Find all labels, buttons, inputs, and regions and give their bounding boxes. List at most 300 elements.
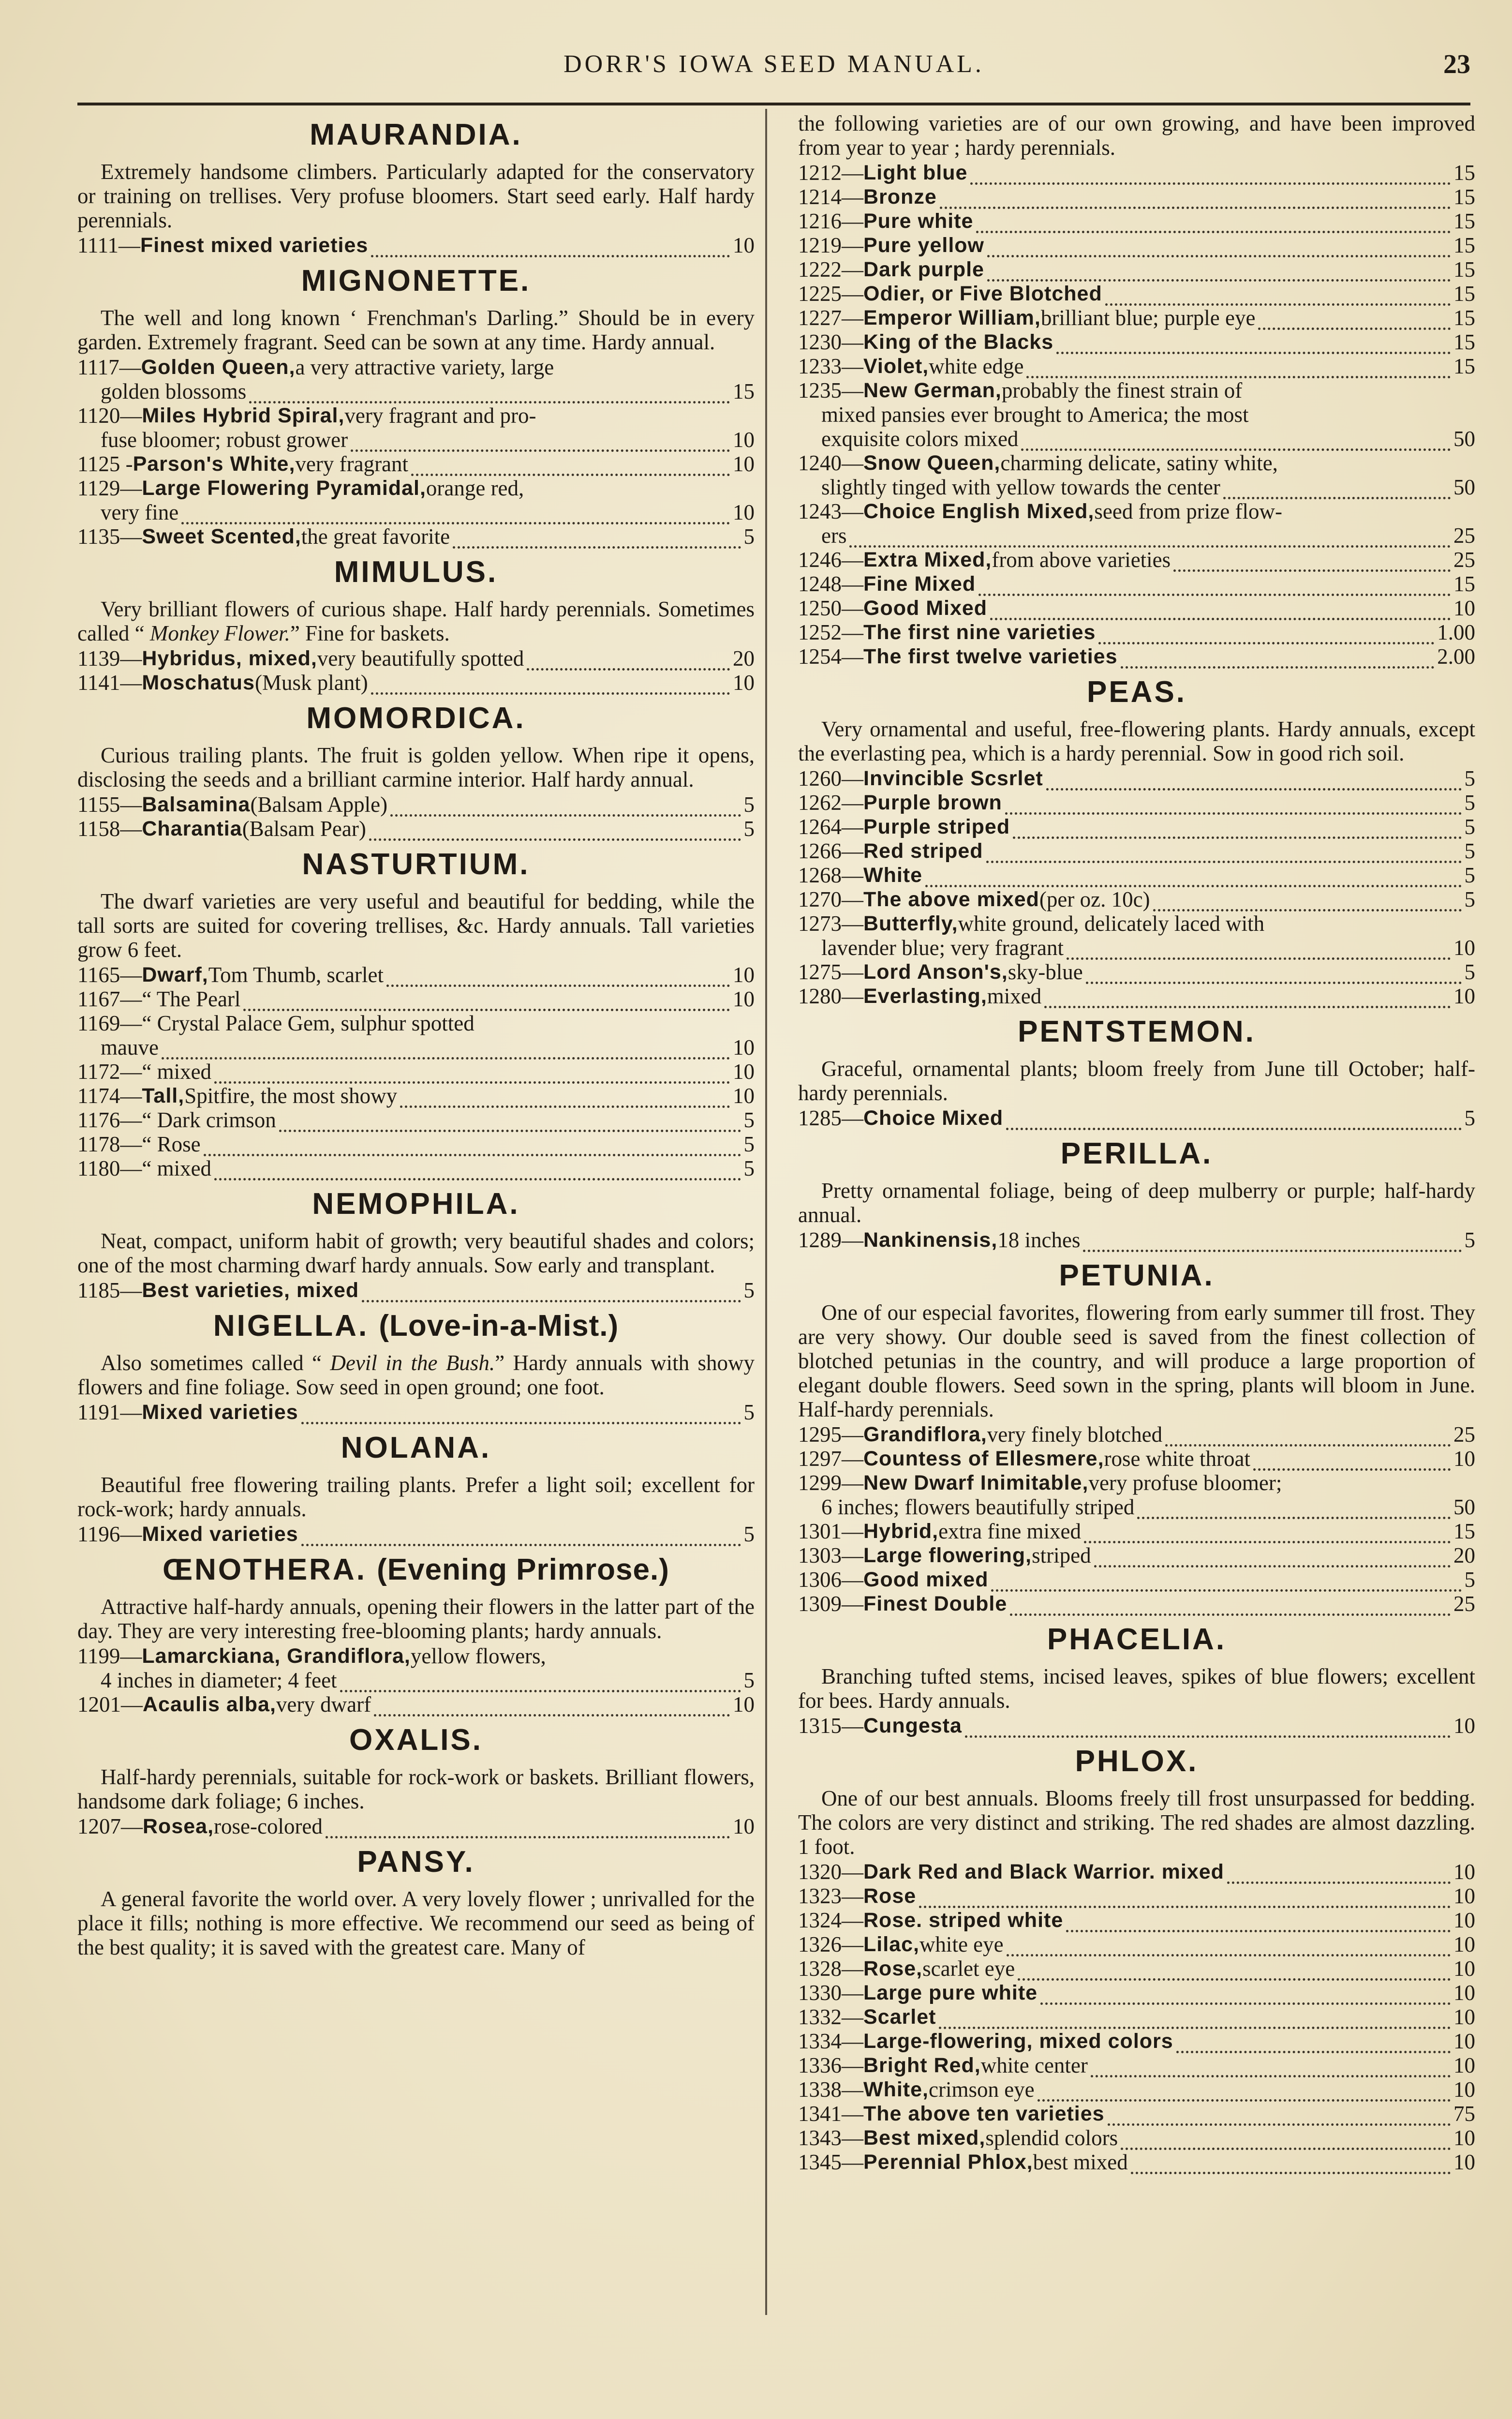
item-description: white edge (929, 354, 1024, 378)
catalog-section (77, 1719, 755, 1838)
item-number: 1191— (77, 1400, 142, 1424)
catalog-section (798, 672, 1475, 1008)
leader-dots (369, 822, 741, 841)
leader-dots (1223, 480, 1451, 499)
leader-dots (849, 529, 1451, 548)
catalog-item (798, 330, 1475, 354)
leader-dots (249, 385, 730, 403)
section-title-text: MIGNONETTE. (301, 264, 531, 298)
section-title (77, 1305, 755, 1347)
catalog-section (798, 1619, 1475, 1738)
item-price: 5 (743, 817, 755, 841)
catalog-item (77, 1400, 755, 1424)
item-price: 10 (733, 1060, 755, 1084)
item-name: Miles Hybrid Spiral, (142, 404, 345, 427)
item-name: New Dwarf Inimitable, (863, 1471, 1089, 1494)
catalog-section (77, 698, 755, 841)
catalog-item (798, 984, 1475, 1008)
item-number: 1285— (798, 1106, 863, 1130)
section-title (798, 1255, 1475, 1297)
item-name: Extra Mixed, (863, 548, 992, 571)
item-price: 50 (1453, 427, 1475, 451)
leader-dots (1137, 1500, 1451, 1519)
item-name: Choice English Mixed, (863, 500, 1095, 523)
catalog-item (77, 1644, 755, 1668)
leader-dots (1083, 1233, 1461, 1252)
leader-dots (162, 1041, 730, 1060)
item-number: 1254— (798, 644, 863, 669)
item-name: Cungesta (863, 1714, 962, 1737)
item-description: (per oz. 10c) (1039, 887, 1150, 911)
item-number: 1214— (798, 185, 863, 209)
catalog-item (798, 1932, 1475, 1956)
catalog-item (798, 233, 1475, 257)
leader-dots (1013, 820, 1461, 839)
leader-dots (925, 868, 1461, 887)
right-column (798, 111, 1475, 2174)
item-number: 1225— (798, 282, 863, 306)
continuation-text: mixed pansies ever brought to America; the most (821, 403, 1249, 427)
catalog-item (798, 2053, 1475, 2077)
item-name: Butterfly, (863, 912, 958, 935)
item-name: Large pure white (863, 1981, 1038, 2004)
item-name: Tall, (142, 1084, 185, 1107)
item-name: Bronze (863, 185, 937, 209)
item-price: 10 (1453, 984, 1475, 1008)
item-description: scarlet eye (922, 1956, 1015, 1981)
item-number: 1280— (798, 984, 863, 1008)
item-number: 1330— (798, 1981, 863, 2005)
item-price: 5 (743, 792, 755, 817)
item-price: 10 (1453, 2126, 1475, 2150)
leader-dots (1091, 2059, 1451, 2077)
continuation-text: mauve (101, 1035, 159, 1060)
leader-dots (987, 263, 1451, 282)
item-name: Countess of Ellesmere, (863, 1447, 1104, 1470)
item-price: 10 (1453, 2053, 1475, 2077)
item-number: 1230— (798, 330, 863, 354)
item-description: charming delicate, satiny white, (1000, 451, 1278, 475)
catalog-section (77, 1183, 755, 1302)
leader-dots (527, 652, 730, 671)
section-description: Very ornamental and useful, free-flowering plants. Hardy annuals, except the everlasting pea, which is a hardy perennial. Sow in good rich soil. (798, 717, 1475, 765)
item-description: white center (980, 2053, 1088, 2077)
leader-dots (1131, 2155, 1451, 2174)
section-title (77, 1427, 755, 1469)
leader-dots (986, 844, 1462, 863)
catalog-item (798, 185, 1475, 209)
item-name: Purple striped (863, 815, 1010, 838)
item-number: 1303— (798, 1543, 863, 1568)
item-price: 5 (743, 1278, 755, 1302)
item-number: 1323— (798, 1884, 863, 1908)
section-description: Extremely handsome climbers. Particularly adapted for the conservatory or training on trellises. Very profuse bloomers. Start seed early. Half hardy perennials. (77, 160, 755, 232)
item-name: Best varieties, mixed (142, 1279, 359, 1302)
leader-dots (1010, 1597, 1451, 1616)
item-number: 1125 - (77, 452, 133, 476)
item-number: 1341— (798, 2102, 863, 2126)
leader-dots (453, 530, 741, 549)
catalog-section (77, 552, 755, 695)
leader-dots (1026, 359, 1451, 378)
catalog-item (798, 209, 1475, 233)
continuation-text: very fine (101, 500, 179, 524)
item-name: Acaulis alba, (143, 1693, 276, 1716)
item-description: white ground, delicately laced with (958, 911, 1265, 936)
section-description: Beautiful free flowering trailing plants. Prefer a light soil; excellent for rock-work; hardy annuals. (77, 1473, 755, 1521)
item-number: 1120— (77, 403, 142, 428)
item-name: Nankinensis, (863, 1228, 998, 1252)
item-name: Large-flowering, mixed colors (863, 2030, 1173, 2053)
catalog-item (798, 2102, 1475, 2126)
item-description: (Musk plant) (254, 671, 368, 695)
section-title (77, 1183, 755, 1225)
catalog-section (77, 1549, 755, 1717)
leader-dots (214, 1162, 741, 1180)
catalog-item (77, 1522, 755, 1546)
item-description: yellow flowers, (410, 1644, 546, 1668)
item-name: Bright Red, (863, 2054, 981, 2077)
item-name: New German, (863, 379, 1002, 402)
item-number: 1246— (798, 548, 863, 572)
section-title (77, 698, 755, 739)
leader-dots (340, 1673, 741, 1692)
item-number: 1332— (798, 2005, 863, 2029)
item-price: 15 (1453, 1519, 1475, 1543)
item-name: Grandiflora, (863, 1423, 987, 1446)
section-title (77, 114, 755, 156)
item-number: 1264— (798, 815, 863, 839)
leader-dots (1121, 650, 1435, 669)
item-continuation (798, 523, 1475, 548)
section-title (77, 552, 755, 593)
item-name: Hybrid, (863, 1520, 939, 1543)
item-name: Golden Queen, (141, 356, 296, 379)
catalog-item (798, 1422, 1475, 1447)
item-number: 1240— (798, 451, 863, 475)
item-name: Balsamina (142, 793, 251, 816)
leader-dots (301, 1527, 741, 1546)
item-number: 1326— (798, 1932, 863, 1956)
item-price: 15 (1453, 161, 1475, 185)
page-header (77, 46, 1470, 99)
section-description: One of our especial favorites, flowering from early summer till frost. They are very showy. Our double seed is saved from the finest collection of blotched petunias in the country, and will produce a large proportion of elegant double flowers. Seed sown in the spring, plants will bloom in June. Half-hardy perennials. (798, 1300, 1475, 1421)
item-number: 1320— (798, 1860, 863, 1884)
item-name: Parson's White, (133, 452, 296, 476)
item-price: 5 (1464, 1228, 1475, 1252)
catalog-section (77, 844, 755, 1180)
item-description: “ Rose (142, 1132, 201, 1156)
item-number: 1199— (77, 1644, 142, 1668)
description-text: ” Hardy annuals with showy flowers and fine foliage. Sow seed in open ground; one foot. (77, 1351, 755, 1399)
catalog-item (77, 403, 755, 428)
item-description: (Balsam Pear) (242, 817, 366, 841)
section-description: the following varieties are of our own growing, and have been improved from year to year ; hardy perennials. (798, 111, 1475, 160)
item-number: 1343— (798, 2126, 863, 2150)
catalog-item (798, 766, 1475, 791)
item-description: “ mixed (142, 1060, 212, 1084)
item-price: 10 (733, 671, 755, 695)
item-price: 10 (1453, 936, 1475, 960)
item-price: 5 (1464, 863, 1475, 887)
section-description: A general favorite the world over. A very lovely flower ; unrivalled for the place it fills; nothing is more effective. We recommend our seed as being of the best quality; it is saved with the greatest care. Many of (77, 1887, 755, 1959)
item-number: 1222— (798, 257, 863, 282)
item-name: Pure yellow (863, 234, 984, 257)
catalog-item (798, 306, 1475, 330)
item-name: Lord Anson's, (863, 960, 1008, 984)
item-description: “ The Pearl (142, 987, 241, 1011)
catalog-item (798, 282, 1475, 306)
leader-dots (1006, 1111, 1461, 1130)
item-price: 2.00 (1437, 644, 1475, 669)
item-name: Rose. striped white (863, 1909, 1064, 1932)
leader-dots (976, 214, 1451, 233)
item-name: Finest mixed varieties (140, 234, 369, 257)
leader-dots (978, 577, 1451, 596)
continuation-text: exquisite colors mixed (821, 427, 1019, 451)
section-description: Neat, compact, uniform habit of growth; very beautiful shades and colors; one of the most charming dwarf hardy annuals. Sow early and transplant. (77, 1229, 755, 1277)
section-title-text: PETUNIA. (1059, 1259, 1215, 1292)
description-text: Very brilliant flowers of curious shape. Half hardy perennials. Sometimes called “ (77, 597, 755, 645)
catalog-section (77, 114, 755, 257)
catalog-item (798, 815, 1475, 839)
leader-dots (386, 968, 730, 987)
leader-dots (1018, 1962, 1451, 1981)
item-number: 1262— (798, 791, 863, 815)
item-number: 1295— (798, 1422, 863, 1447)
item-number: 1243— (798, 499, 863, 523)
catalog-item (77, 1011, 755, 1035)
catalog-item (798, 863, 1475, 887)
item-price: 10 (1453, 1860, 1475, 1884)
item-name: Invincible Scsrlet (863, 767, 1043, 790)
description-text: ” Fine for baskets. (290, 621, 450, 645)
continuation-text: slightly tinged with yellow towards the center (821, 475, 1220, 499)
item-number: 1301— (798, 1519, 863, 1543)
catalog-item (798, 1471, 1475, 1495)
item-number: 1273— (798, 911, 863, 936)
item-name: Moschatus (142, 671, 255, 694)
item-continuation (798, 427, 1475, 451)
item-name: The first nine varieties (863, 621, 1096, 644)
description-italic: Devil in the Bush. (330, 1351, 495, 1375)
item-price: 5 (1464, 815, 1475, 839)
section-description: Branching tufted stems, incised leaves, spikes of blue flowers; excellent for bees. Hardy annuals. (798, 1664, 1475, 1713)
section-title (798, 1133, 1475, 1175)
item-description: the great favorite (301, 524, 450, 549)
catalog-item (798, 1568, 1475, 1592)
catalog-item (798, 1884, 1475, 1908)
item-continuation (798, 403, 1475, 427)
item-number: 1185— (77, 1278, 142, 1302)
item-price: 10 (1453, 2005, 1475, 2029)
catalog-item (77, 476, 755, 500)
item-number: 1297— (798, 1447, 863, 1471)
catalog-item (798, 596, 1475, 620)
section-title-text: NIGELLA. (213, 1309, 369, 1343)
catalog-item (798, 1592, 1475, 1616)
item-description: very fragrant (295, 452, 409, 476)
section-description: Attractive half-hardy annuals, opening their flowers in the latter part of the day. They are very interesting free-blooming plants; hardy annuals. (77, 1595, 755, 1643)
item-name: Good Mixed (863, 597, 988, 620)
leader-dots (1094, 1549, 1451, 1568)
item-price: 5 (1464, 887, 1475, 911)
catalog-item (798, 1956, 1475, 1981)
section-description (77, 1351, 755, 1399)
item-number: 1252— (798, 620, 863, 644)
item-number: 1227— (798, 306, 863, 330)
item-continuation (77, 1035, 755, 1060)
item-number: 1201— (77, 1692, 143, 1717)
item-price: 5 (743, 1156, 755, 1180)
item-price: 25 (1453, 548, 1475, 572)
leader-dots (991, 1573, 1461, 1592)
item-name: Mixed varieties (142, 1523, 298, 1546)
item-name: Finest Double (863, 1592, 1008, 1615)
section-title-text: MOMORDICA. (306, 702, 526, 735)
leader-dots (1005, 796, 1462, 815)
continuation-text: fuse bloomer; robust grower (101, 428, 348, 452)
item-continuation (798, 475, 1475, 499)
leader-dots (371, 239, 730, 257)
item-number: 1334— (798, 2029, 863, 2053)
item-name: Rosea, (143, 1815, 214, 1838)
leader-dots (1153, 893, 1462, 911)
item-price: 10 (1453, 1956, 1475, 1981)
item-price: 5 (1464, 1568, 1475, 1592)
section-description: Graceful, ornamental plants; bloom freely from June till October; half-hardy perennials. (798, 1057, 1475, 1105)
catalog-item (77, 671, 755, 695)
catalog-item (77, 987, 755, 1011)
section-title (77, 1841, 755, 1883)
item-name: Charantia (142, 817, 242, 840)
item-number: 1328— (798, 1956, 863, 1981)
item-number: 1250— (798, 596, 863, 620)
leader-dots (279, 1113, 741, 1132)
section-title (798, 672, 1475, 713)
leader-dots (1121, 2131, 1451, 2150)
item-number: 1266— (798, 839, 863, 863)
catalog-item (798, 2077, 1475, 2102)
item-number: 1180— (77, 1156, 142, 1180)
item-name: King of the Blacks (863, 330, 1054, 354)
item-name: Choice Mixed (863, 1106, 1004, 1130)
item-number: 1315— (798, 1714, 863, 1738)
section-title-text: PANSY. (357, 1845, 475, 1879)
item-price: 15 (1453, 282, 1475, 306)
catalog-item (798, 960, 1475, 984)
item-number: 1289— (798, 1228, 863, 1252)
leader-dots (1165, 1428, 1451, 1447)
item-name: Emperor William, (863, 306, 1041, 329)
leader-dots (243, 992, 730, 1011)
item-continuation (77, 379, 755, 403)
item-price: 5 (743, 1132, 755, 1156)
item-price: 10 (733, 428, 755, 452)
catalog-item (798, 1228, 1475, 1252)
leader-dots (1040, 1986, 1451, 2005)
section-title (798, 1619, 1475, 1660)
catalog-item (798, 1714, 1475, 1738)
item-name: Dark purple (863, 258, 984, 281)
item-description: very beautifully spotted (317, 646, 524, 671)
item-name: Large flowering, (863, 1544, 1032, 1567)
leader-dots (970, 166, 1451, 185)
item-price: 5 (743, 1522, 755, 1546)
item-price: 5 (743, 1400, 755, 1424)
item-name: White, (863, 2078, 929, 2101)
leader-dots (1108, 2107, 1451, 2126)
section-description: One of our best annuals. Blooms freely till frost unsurpassed for bedding. The colors are very distinct and striking. The red shades are almost dazzling. 1 foot. (798, 1786, 1475, 1859)
item-price: 5 (743, 1108, 755, 1132)
leader-dots (400, 1089, 730, 1108)
item-description: (Balsam Apple) (250, 792, 388, 817)
catalog-item (798, 2005, 1475, 2029)
section-title-text: PERILLA. (1060, 1137, 1213, 1170)
catalog-item (77, 1084, 755, 1108)
item-price: 10 (1453, 1714, 1475, 1738)
catalog-section (77, 1841, 755, 1959)
catalog-item (798, 2029, 1475, 2053)
leader-dots (301, 1405, 741, 1424)
leader-dots (371, 676, 730, 695)
item-price: 10 (733, 1035, 755, 1060)
item-number: 1338— (798, 2077, 863, 2102)
catalog-item (77, 963, 755, 987)
catalog-item (77, 1278, 755, 1302)
item-name: Everlasting, (863, 985, 987, 1008)
section-title (798, 1741, 1475, 1782)
section-title-text: PHLOX. (1075, 1745, 1199, 1778)
item-description: very fragrant and pro- (344, 403, 536, 428)
leader-dots (990, 601, 1451, 620)
item-name: Rose (863, 1884, 917, 1908)
left-column (77, 111, 755, 1960)
section-title-text: MIMULUS. (334, 555, 498, 589)
item-description: white eye (919, 1932, 1004, 1956)
catalog-item (798, 1519, 1475, 1543)
running-title: DORR'S IOWA SEED MANUAL. (563, 50, 984, 78)
item-price: 5 (1464, 791, 1475, 815)
item-price: 10 (733, 1084, 755, 1108)
section-description: Curious trailing plants. The fruit is golden yellow. When ripe it opens, disclosing the seeds and a brilliant carmine interior. Half hardy annual. (77, 743, 755, 791)
item-price: 10 (733, 1814, 755, 1838)
catalog-section (77, 1427, 755, 1546)
section-description: The dwarf varieties are very useful and beautiful for bedding, while the tall sorts are suited for covering trellises, &c. Hardy annuals. Tall varieties grow 6 feet. (77, 889, 755, 962)
leader-dots (326, 1820, 730, 1838)
item-continuation (77, 500, 755, 524)
catalog-item (798, 572, 1475, 596)
leader-dots (390, 798, 741, 817)
catalog-item (77, 1156, 755, 1180)
leader-dots (411, 457, 730, 476)
item-number: 1299— (798, 1471, 863, 1495)
leader-dots (940, 190, 1451, 209)
item-price: 10 (1453, 2150, 1475, 2174)
leader-dots (965, 1719, 1451, 1738)
catalog-item (798, 2150, 1475, 2174)
item-description: brilliant blue; purple eye (1040, 306, 1256, 330)
item-name: Rose, (863, 1957, 923, 1980)
item-continuation (77, 1668, 755, 1692)
item-number: 1111— (77, 233, 140, 257)
continuation-text: 6 inches; flowers beautifully striped (821, 1495, 1135, 1519)
item-number: 1268— (798, 863, 863, 887)
item-price: 25 (1453, 1592, 1475, 1616)
catalog-item (798, 2126, 1475, 2150)
catalog-section (798, 1255, 1475, 1616)
item-price: 5 (1464, 839, 1475, 863)
